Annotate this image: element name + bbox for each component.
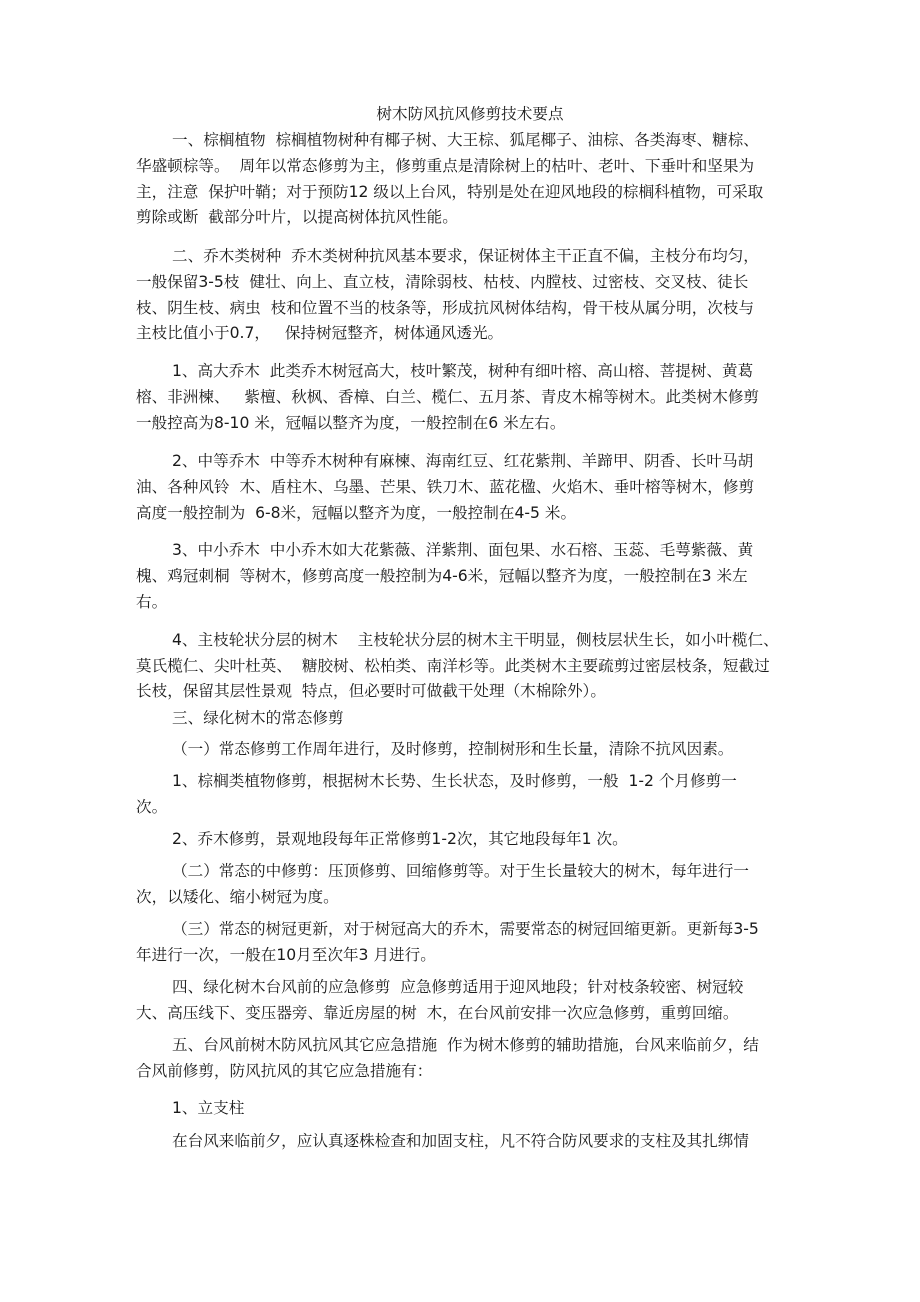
paragraph-line: 剪除或断 截部分叶片，以提高树体抗风性能。 [136,208,458,226]
paragraph-line: 主枝比值小于0.7， 保持树冠整齐，树体通风透光。 [136,324,504,342]
paragraph-line: 二、乔木类树种 乔木类树种抗风基本要求，保证树体主干正直不偏，主枝分布均匀， [172,247,759,265]
paragraph-line: （二）常态的中修剪：压顶修剪、回缩修剪等。对于生长量较大的树木，每年进行一 [172,862,749,880]
paragraph-line: 长枝，保留其层性景观 特点，但必要时可做截干处理（木棉除外）。 [136,682,606,700]
paragraph-line: 次，以矮化、缩小树冠为度。 [136,888,339,906]
paragraph-line: 大、高压线下、变压器旁、靠近房屋的树 木，在台风前安排一次应急修剪，重剪回缩。 [136,1004,739,1022]
document-title: 树木防风抗风修剪技术要点 [376,105,564,123]
paragraph-line: 年进行一次，一般在10月至次年3 月进行。 [136,946,436,964]
paragraph-line: 1、棕榈类植物修剪，根据树木长势、生长状态，及时修剪，一般 1-2 个月修剪一 [172,772,737,790]
paragraph-line: 莫氏榄仁、尖叶杜英、 糖胶树、松柏类、南洋杉等。此类树木主要疏剪过密层枝条，短截过 [136,657,770,675]
paragraph-line: 榕、非洲楝、 紫檀、秋枫、香樟、白兰、榄仁、五月茶、青皮木棉等树木。此类树木修剪 [136,388,760,406]
paragraph-line: 在台风来临前夕，应认真逐株检查和加固支柱，凡不符合防风要求的支柱及其扎绑情 [172,1132,749,1150]
paragraph-line: 3、中小乔木 中小乔木如大花紫薇、洋紫荆、面包果、水石榕、玉蕊、毛萼紫薇、黄 [172,541,754,559]
paragraph-line: 一般保留3-5枝 健壮、向上、直立枝，清除弱枝、枯枝、内膛枝、过密枝、交叉枝、徒长 [136,273,749,291]
paragraph-line: （一）常态修剪工作周年进行，及时修剪，控制树形和生长量，清除不抗风因素。 [172,740,734,758]
paragraph-line: 三、绿化树木的常态修剪 [172,709,344,727]
paragraph-line: 合风前修剪，防风抗风的其它应急措施有： [136,1062,433,1080]
paragraph-line: 油、各种风铃 木、盾柱木、乌墨、芒果、铁刀木、蓝花楹、火焰木、垂叶榕等树木，修剪 [136,478,755,496]
paragraph-line: 次。 [136,798,168,816]
paragraph-line: 右。 [136,593,168,611]
paragraph-line: 五、台风前树木防风抗风其它应急措施 作为树木修剪的辅助措施，台风来临前夕，结 [172,1036,759,1054]
paragraph-line: 4、主枝轮状分层的树木 主枝轮状分层的树木主干明显，侧枝层状生长，如小叶榄仁、 [172,631,779,649]
paragraph-line: （三）常态的树冠更新，对于树冠高大的乔木，需要常态的树冠回缩更新。更新每3-5 [172,920,759,938]
paragraph-line: 1、高大乔木 此类乔木树冠高大，枝叶繁茂，树种有细叶榕、高山榕、菩提树、黄葛 [172,362,754,380]
paragraph-line: 一、棕榈植物 棕榈植物树种有椰子树、大王棕、狐尾椰子、油棕、各类海枣、糖棕、 [172,131,759,149]
paragraph-line: 2、乔木修剪，景观地段每年正常修剪1-2次，其它地段每年1 次。 [172,830,628,848]
paragraph-line: 华盛顿棕等。 周年以常态修剪为主，修剪重点是清除树上的枯叶、老叶、下垂叶和坚果为 [136,157,755,175]
paragraph-line: 枝、阴生枝、病虫 枝和位置不当的枝条等，形成抗风树体结构，骨干枝从属分明，次枝与 [136,299,755,317]
paragraph-line: 1、立支柱 [172,1099,245,1117]
paragraph-line: 主，注意 保护叶鞘；对于预防12 级以上台风，特别是处在迎风地段的棕榈科植物，可采取 [136,183,764,201]
paragraph-line: 四、绿化树木台风前的应急修剪 应急修剪适用于迎风地段；针对枝条较密、树冠较 [172,978,744,996]
paragraph-line: 一般控高为8-10 米，冠幅以整齐为度，一般控制在6 米左右。 [136,414,566,432]
paragraph-line: 槐、鸡冠刺桐 等树木，修剪高度一般控制为4-6米，冠幅以整齐为度，一般控制在3 米左 [136,567,748,585]
paragraph-line: 高度一般控制为 6-8米，冠幅以整齐为度，一般控制在4-5 米。 [136,504,577,522]
paragraph-line: 2、中等乔木 中等乔木树种有麻楝、海南红豆、红花紫荆、羊蹄甲、阴香、长叶马胡 [172,452,754,470]
